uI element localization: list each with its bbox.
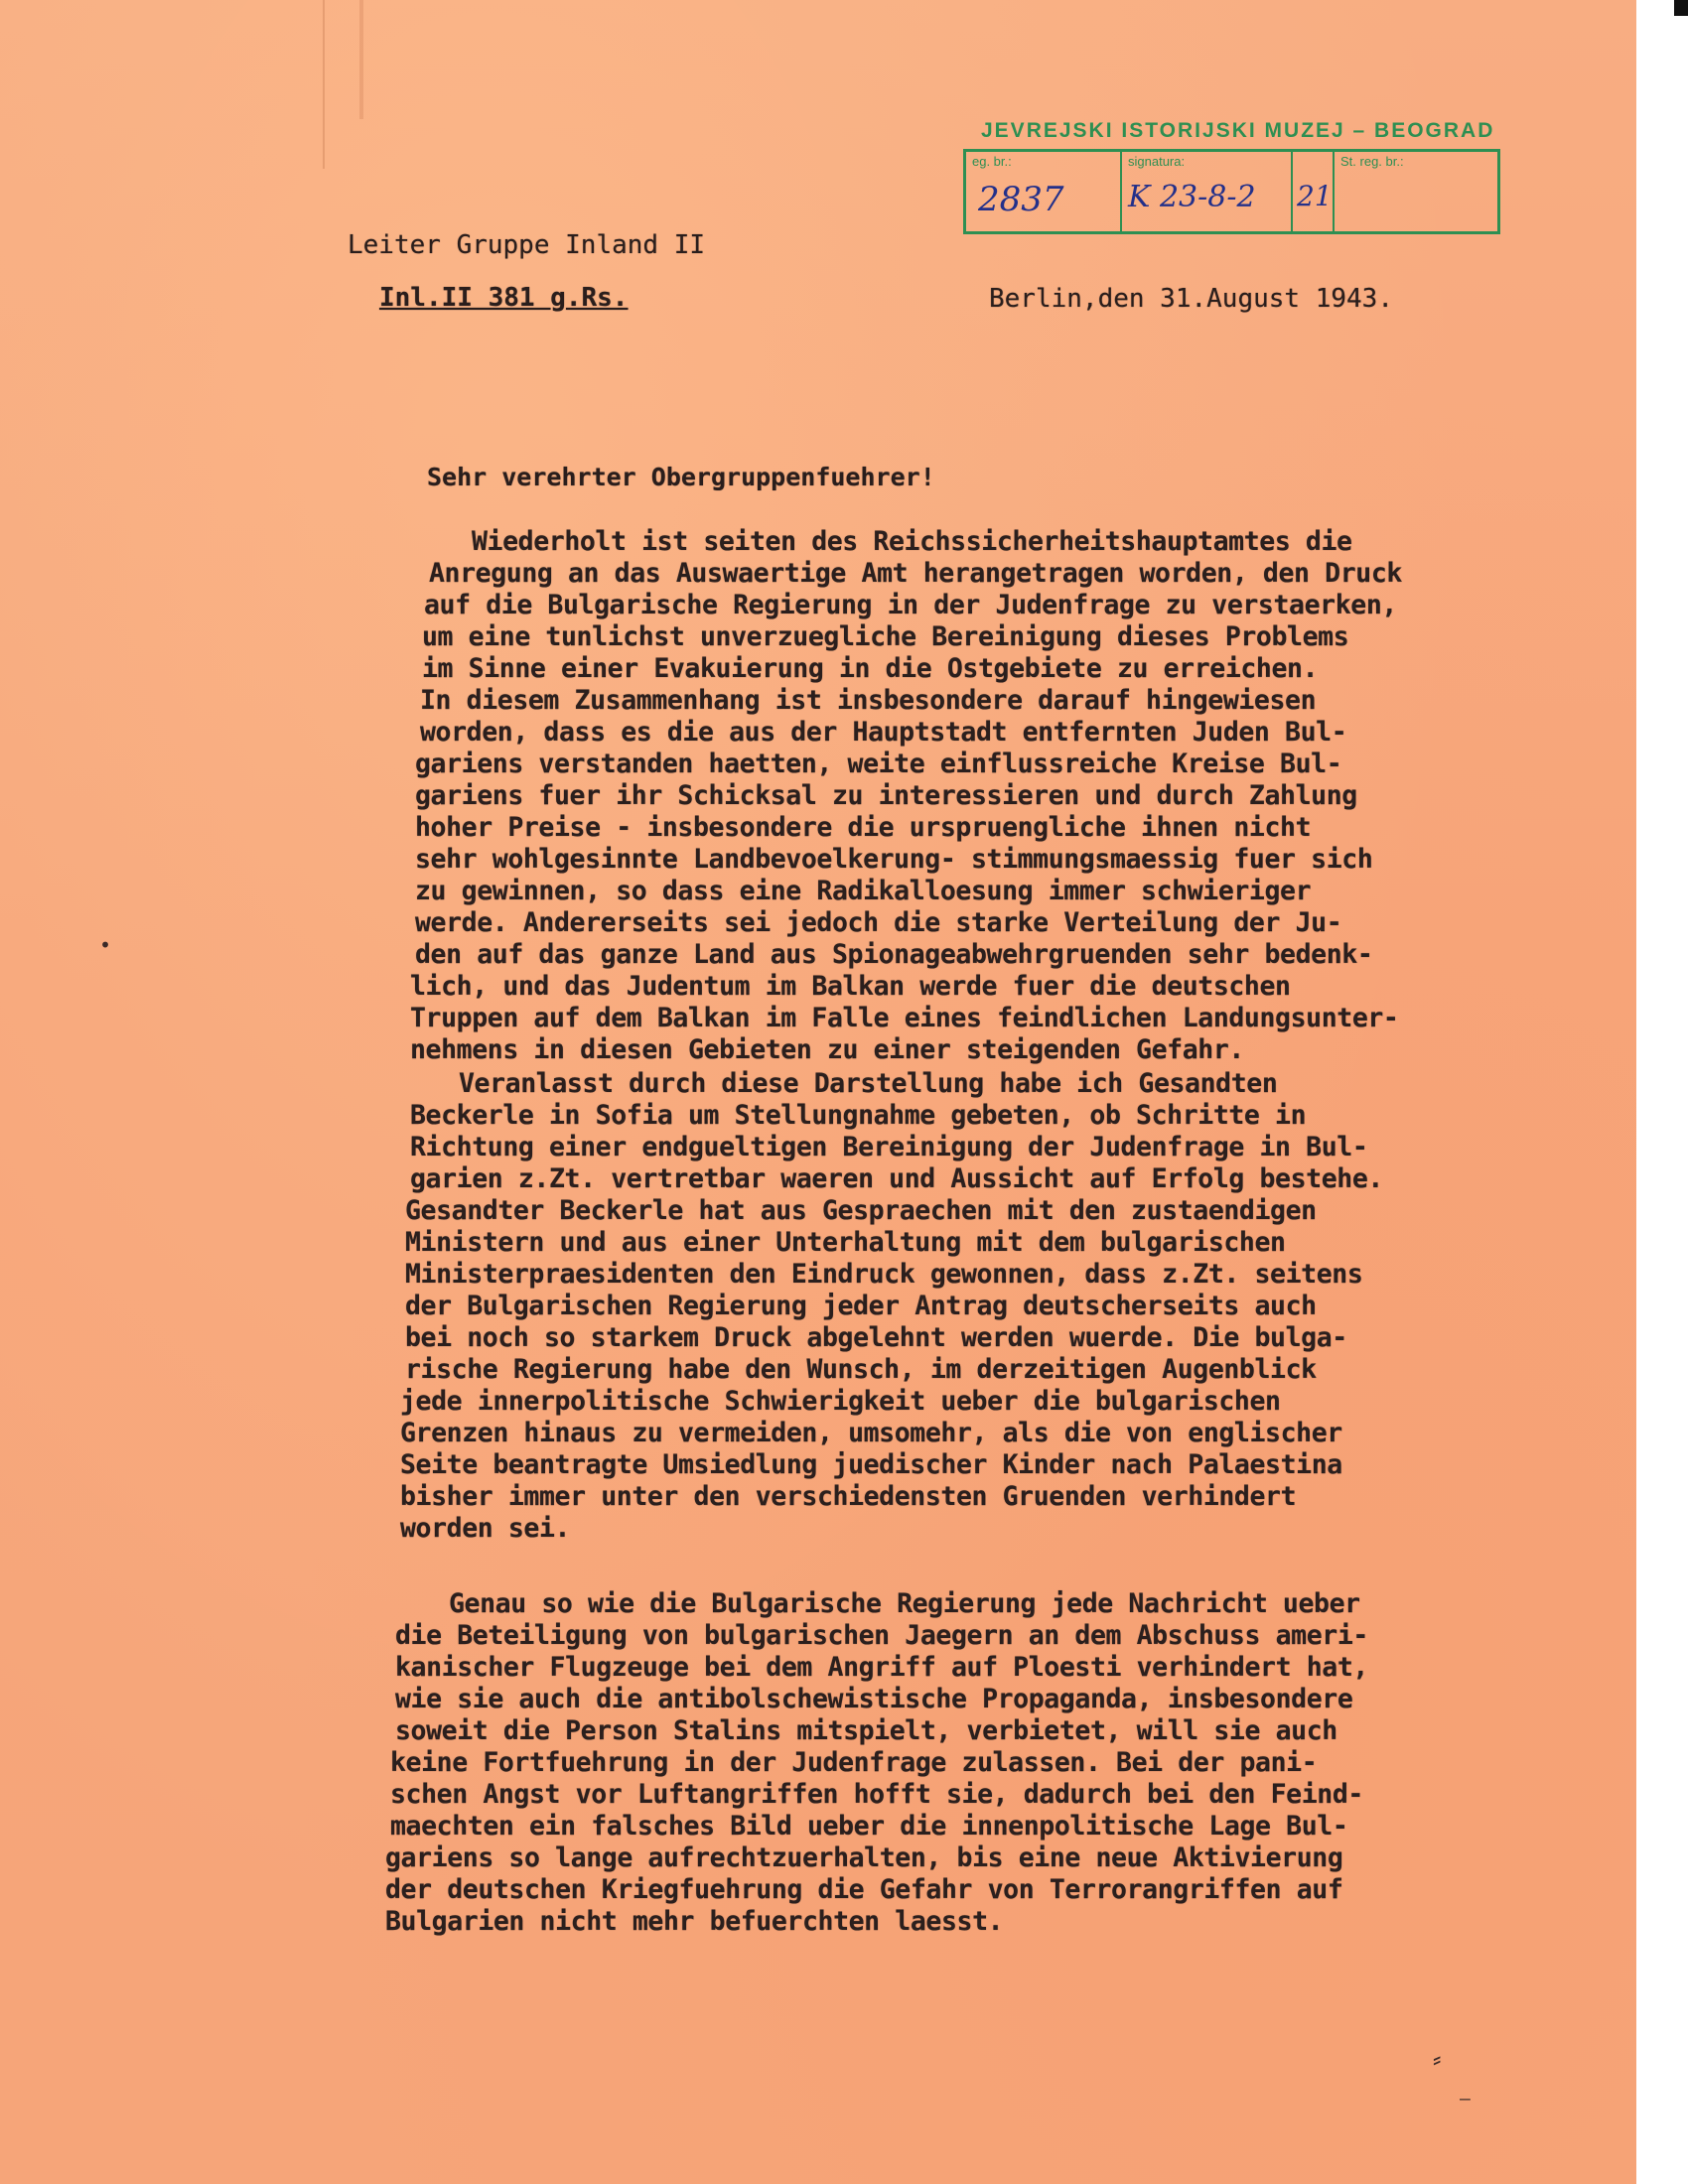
- body-line: garien z.Zt. vertretbar waeren und Aussicht auf Erfolg bestehe.: [410, 1163, 1383, 1194]
- place-date: Berlin,den 31.August 1943.: [989, 284, 1393, 314]
- body-line: Genau so wie die Bulgarische Regierung jede Nachricht ueber: [449, 1588, 1360, 1619]
- stamp-third-value: 21: [1297, 180, 1333, 212]
- body-line: gariens fuer ihr Schicksal zu interessieren und durch Zahlung: [415, 780, 1357, 811]
- body-line: maechten ein falsches Bild ueber die innenpolitische Lage Bul-: [390, 1811, 1348, 1842]
- body-line: worden sei.: [400, 1513, 571, 1544]
- body-line: kanischer Flugzeuge bei dem Angriff auf Ploesti verhindert hat,: [395, 1652, 1368, 1683]
- body-line: gariens verstanden haetten, weite einflussreiche Kreise Bul-: [415, 749, 1342, 779]
- reference-number: Inl.II 381 g.Rs.: [379, 283, 629, 313]
- stamp-title: JEVREJSKI ISTORIJSKI MUZEJ – BEOGRAD: [981, 119, 1495, 142]
- scan-edge: [1674, 0, 1688, 16]
- stamp-cell-signature: [1122, 152, 1293, 231]
- body-line: Wiederholt ist seiten des Reichssicherheitshauptamtes die: [472, 526, 1352, 557]
- body-line: bisher immer unter den verschiedensten Gruenden verhindert: [400, 1481, 1297, 1512]
- stamp-reg-label: eg. br.:: [972, 154, 1012, 169]
- paper-crease: [323, 0, 345, 169]
- body-line: hoher Preise - insbesondere die urspruengliche ihnen nicht: [415, 812, 1312, 843]
- body-line: der Bulgarischen Regierung jeder Antrag deutscherseits auch: [405, 1291, 1317, 1321]
- body-line: keine Fortfuehrung in der Judenfrage zulassen. Bei der pani-: [390, 1747, 1318, 1778]
- body-line: der deutschen Kriegfuehrung die Gefahr von Terrorangriffen auf: [385, 1874, 1343, 1905]
- body-line: bei noch so starkem Druck abgelehnt werden wuerde. Die bulga-: [405, 1322, 1347, 1353]
- body-line: Anregung an das Auswaertige Amt herangetragen worden, den Druck: [429, 558, 1402, 589]
- stamp-cell-third: [1293, 152, 1335, 231]
- stamp-box: [963, 149, 1500, 234]
- body-line: Gesandter Beckerle hat aus Gespraechen mit den zustaendigen: [405, 1195, 1317, 1226]
- body-line: schen Angst vor Luftangriffen hofft sie, dadurch bei den Feind-: [390, 1779, 1363, 1810]
- sender-line: Leiter Gruppe Inland II: [348, 230, 706, 260]
- body-line: den auf das ganze Land aus Spionageabwehrgruenden sehr bedenk-: [415, 939, 1373, 970]
- body-line: Grenzen hinaus zu vermeiden, umsomehr, als die von englischer: [400, 1418, 1342, 1448]
- paper-crease: [359, 0, 363, 119]
- body-line: auf die Bulgarische Regierung in der Judenfrage zu verstaerken,: [424, 590, 1397, 620]
- body-line: Richtung einer endgueltigen Bereinigung der Judenfrage in Bul-: [410, 1132, 1368, 1162]
- stamp-fourth-label: St. reg. br.:: [1340, 154, 1404, 169]
- body-line: gariens so lange aufrechtzuerhalten, bis eine neue Aktivierung: [385, 1843, 1343, 1873]
- body-line: soweit die Person Stalins mitspielt, verbietet, will sie auch: [395, 1715, 1337, 1746]
- body-line: zu gewinnen, so dass eine Radikalloesung immer schwieriger: [415, 876, 1312, 906]
- stamp-reg-value: 2837: [978, 180, 1064, 219]
- ink-mark: —: [1460, 2089, 1471, 2110]
- body-line: die Beteiligung von bulgarischen Jaegern an dem Abschuss ameri-: [395, 1620, 1368, 1651]
- body-line: wie sie auch die antibolschewistische Propaganda, insbesondere: [395, 1684, 1353, 1714]
- body-line: im Sinne einer Evakuierung in die Ostgebiete zu erreichen.: [422, 653, 1319, 684]
- body-line: worden, dass es die aus der Hauptstadt entfernten Juden Bul-: [420, 717, 1347, 748]
- stamp-cell-fourth: [1335, 152, 1493, 231]
- body-line: jede innerpolitische Schwierigkeit ueber die bulgarischen: [400, 1386, 1281, 1417]
- museum-stamp: [961, 117, 1497, 234]
- body-line: um eine tunlichst unverzuegliche Bereinigung dieses Problems: [422, 621, 1349, 652]
- body-line: Ministern und aus einer Unterhaltung mit dem bulgarischen: [405, 1227, 1286, 1258]
- body-line: werde. Andererseits sei jedoch die starke Verteilung der Ju-: [415, 907, 1342, 938]
- stamp-sig-label: signatura:: [1128, 154, 1186, 169]
- ink-dot: •: [99, 933, 112, 957]
- body-line: In diesem Zusammenhang ist insbesondere darauf hingewiesen: [420, 685, 1317, 716]
- stamp-cell-reg: [966, 152, 1122, 231]
- salutation: Sehr verehrter Obergruppenfuehrer!: [427, 463, 935, 491]
- body-line: Bulgarien nicht mehr befuerchten laesst.: [385, 1906, 1004, 1937]
- body-line: nehmens in diesen Gebieten zu einer steigenden Gefahr.: [410, 1034, 1244, 1065]
- body-line: Ministerpraesidenten den Eindruck gewonnen, dass z.Zt. seitens: [405, 1259, 1363, 1290]
- body-line: Beckerle in Sofia um Stellungnahme gebeten, ob Schritte in: [410, 1100, 1307, 1131]
- ink-mark: ⸗: [1430, 2045, 1445, 2073]
- body-line: sehr wohlgesinnte Landbevoelkerung- stimmungsmaessig fuer sich: [415, 844, 1373, 875]
- body-line: lich, und das Judentum im Balkan werde fuer die deutschen: [410, 971, 1291, 1002]
- body-line: Seite beantragte Umsiedlung juedischer Kinder nach Palaestina: [400, 1449, 1342, 1480]
- body-line: rische Regierung habe den Wunsch, im derzeitigen Augenblick: [405, 1354, 1317, 1385]
- stamp-sig-value: K 23-8-2: [1128, 180, 1256, 214]
- body-line: Truppen auf dem Balkan im Falle eines feindlichen Landungsunter-: [410, 1003, 1399, 1033]
- body-line: Veranlasst durch diese Darstellung habe ich Gesandten: [459, 1068, 1278, 1099]
